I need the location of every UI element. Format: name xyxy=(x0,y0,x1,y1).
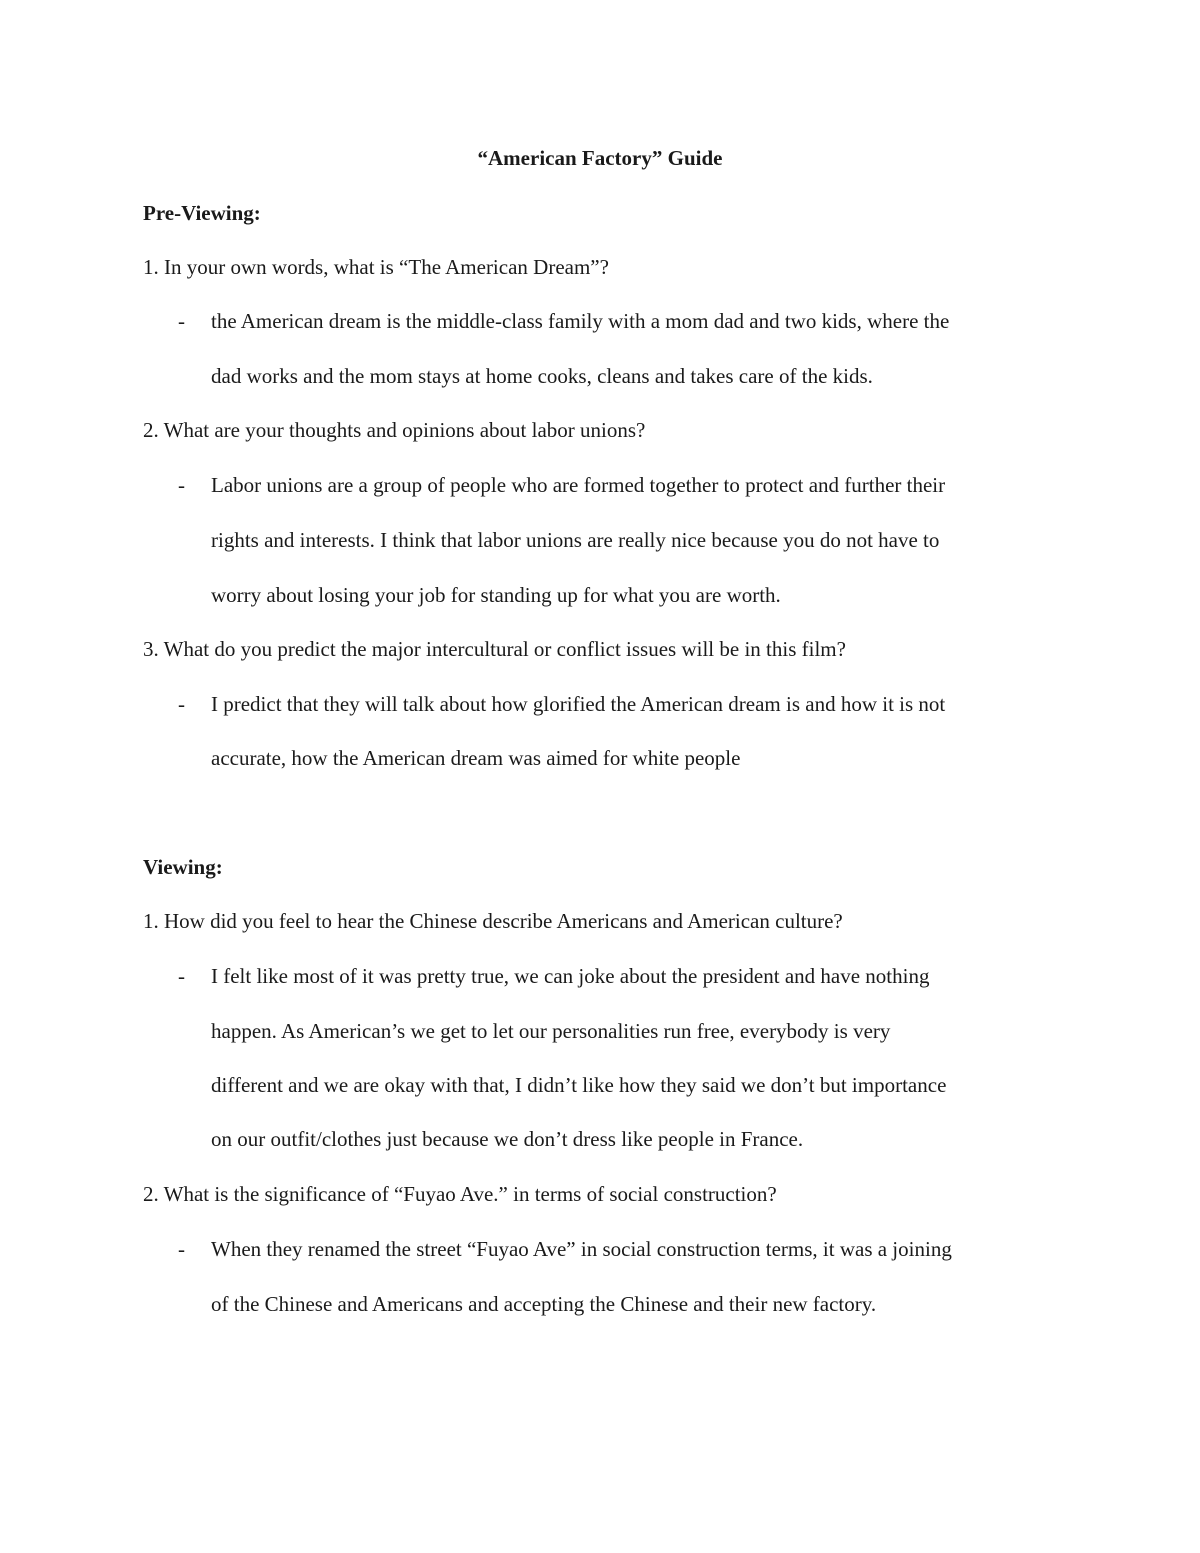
document-title: “American Factory” Guide xyxy=(477,146,723,170)
answer-bullet: - xyxy=(178,692,185,716)
answer-bullet: - xyxy=(178,1237,185,1261)
answer-line: the American dream is the middle-class family with a mom dad and two kids, where the xyxy=(211,309,950,333)
answer-line: different and we are okay with that, I didn’t like how they said we don’t but importance xyxy=(211,1073,947,1097)
answer-line: Labor unions are a group of people who are formed together to protect and further their xyxy=(211,473,946,497)
answer-bullet: - xyxy=(178,309,185,333)
answer-line: on our outfit/clothes just because we don’t dress like people in France. xyxy=(211,1127,804,1151)
question-pre-1: 1. In your own words, what is “The American Dream”? xyxy=(143,255,609,279)
answer-line: worry about losing your job for standing up for what you are worth. xyxy=(211,583,781,607)
answer-bullet: - xyxy=(178,473,185,497)
answer-line: When they renamed the street “Fuyao Ave” in social construction terms, it was a joining xyxy=(211,1237,952,1261)
answer-line: rights and interests. I think that labor unions are really nice because you do not have to xyxy=(211,528,940,552)
answer-line: of the Chinese and Americans and accepting the Chinese and their new factory. xyxy=(211,1292,877,1316)
answer-line: accurate, how the American dream was aimed for white people xyxy=(211,746,741,770)
question-pre-2: 2. What are your thoughts and opinions about labor unions? xyxy=(143,418,646,442)
answer-bullet: - xyxy=(178,964,185,988)
answer-line: dad works and the mom stays at home cooks, cleans and takes care of the kids. xyxy=(211,364,873,388)
question-pre-3: 3. What do you predict the major intercultural or conflict issues will be in this film? xyxy=(143,637,846,661)
answer-line: I predict that they will talk about how glorified the American dream is and how it is not xyxy=(211,692,946,716)
section-heading-viewing: Viewing: xyxy=(143,855,223,879)
question-viewing-2: 2. What is the significance of “Fuyao Ave.” in terms of social construction? xyxy=(143,1182,777,1206)
section-heading-pre-viewing: Pre-Viewing: xyxy=(143,201,261,225)
answer-line: happen. As American’s we get to let our personalities run free, everybody is very xyxy=(211,1019,891,1043)
answer-line: I felt like most of it was pretty true, we can joke about the president and have nothing xyxy=(211,964,930,988)
question-viewing-1: 1. How did you feel to hear the Chinese describe Americans and American culture? xyxy=(143,909,843,933)
